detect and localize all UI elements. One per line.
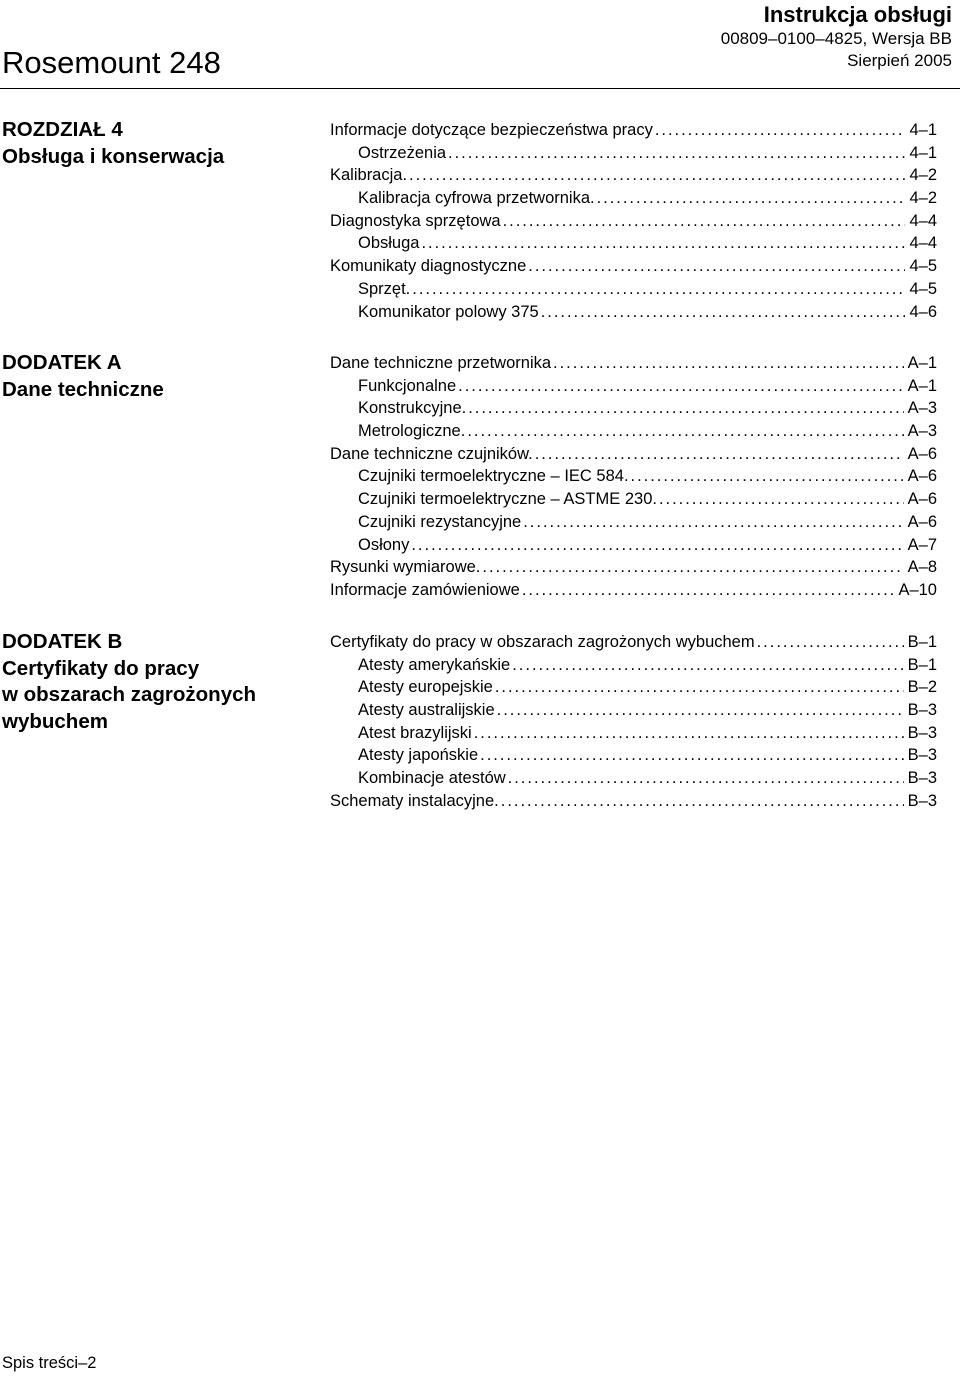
toc-entry-page: 4–2 (909, 189, 937, 208)
dot-leader (508, 767, 904, 790)
dot-leader (501, 790, 904, 813)
toc-entry-title: Informacje zamówieniowe (330, 580, 520, 599)
toc-entry-page: A–6 (907, 467, 937, 486)
toc-entry[interactable] (330, 790, 937, 813)
toc-entry-title: Diagnostyka sprzętowa (330, 211, 501, 230)
dot-leader (541, 301, 906, 324)
dot-leader (411, 534, 903, 557)
toc-entry-page: B–1 (907, 633, 937, 651)
dot-leader (512, 654, 903, 677)
toc-entry-page: B–3 (907, 701, 937, 720)
toc-entry-page: A–1 (907, 376, 937, 395)
toc-entry[interactable] (330, 579, 937, 602)
toc-entry[interactable] (330, 142, 937, 165)
toc-entry[interactable] (330, 534, 937, 557)
dot-leader (522, 579, 895, 602)
toc-entry-title: Funkcjonalne (358, 376, 457, 395)
toc-entry-page: 4–1 (909, 121, 937, 139)
toc-entry-page: 4–2 (909, 166, 937, 185)
section-heading (2, 117, 312, 170)
dot-leader (467, 420, 903, 443)
dot-leader (468, 397, 903, 420)
toc-entry-title: Dane techniczne przetwornika (330, 354, 552, 372)
dot-leader (597, 187, 906, 210)
toc-entry-page: 4–5 (909, 257, 937, 276)
section-heading-line: ROZDZIAŁ 4 (2, 118, 123, 141)
toc-entry[interactable] (330, 119, 937, 142)
dot-leader (497, 699, 904, 722)
dot-leader (553, 352, 904, 375)
header-rule (0, 88, 960, 89)
document-number: 00809–0100–4825, Wersja BB (720, 29, 952, 48)
toc-entry-page: A–3 (907, 399, 937, 418)
toc-entry[interactable] (330, 164, 937, 187)
toc-entry-title: Informacje dotyczące bezpieczeństwa pracy (330, 121, 653, 139)
toc-entry-page: A–8 (907, 558, 937, 577)
toc-entry-title: Czujniki termoelektryczne – ASTME 230. (358, 490, 657, 509)
toc-entry[interactable] (330, 556, 937, 579)
toc-entry-title: Certyfikaty do pracy w obszarach zagrożonych wybuchem (330, 633, 755, 651)
section-heading-line: w obszarach zagrożonych (2, 683, 257, 706)
toc-entry[interactable] (330, 767, 937, 790)
toc-entry[interactable] (330, 397, 937, 420)
document-info (721, 0, 952, 72)
toc-entry-page: 4–4 (909, 211, 937, 230)
toc-entry[interactable] (330, 676, 937, 699)
dot-leader (495, 676, 904, 699)
dot-leader (523, 511, 903, 534)
toc-entry-title: Atest brazylijski (358, 723, 472, 742)
toc-entry-page: 4–4 (909, 234, 937, 253)
section-heading (2, 629, 312, 735)
toc-entry[interactable] (330, 744, 937, 767)
toc-entry[interactable] (330, 722, 937, 745)
toc-entry-page: A–1 (907, 354, 937, 372)
toc-entry[interactable] (330, 699, 937, 722)
toc-entry[interactable] (330, 488, 937, 511)
toc-entry-title: Ostrzeżenia (358, 143, 447, 162)
toc-entry-title: Metrologiczne. (358, 422, 466, 441)
toc-entry-page: 4–5 (909, 279, 937, 298)
section-heading-line: DODATEK A (2, 351, 122, 374)
toc-entry[interactable] (330, 654, 937, 677)
page-footer: Spis treści–2 (2, 1354, 97, 1372)
toc-entry-page: B–3 (907, 769, 937, 788)
dot-leader (535, 443, 904, 466)
dot-leader (458, 375, 903, 398)
document-type: Instrukcja obsługi (763, 2, 952, 27)
toc-entry-title: Schematy instalacyjne. (330, 791, 499, 810)
toc-entry[interactable] (330, 278, 937, 301)
section-heading-line: wybuchem (2, 709, 108, 733)
toc-entry[interactable] (330, 443, 937, 466)
toc-entry-page: A–6 (907, 512, 937, 531)
toc-entry-list (330, 631, 937, 813)
dot-leader (412, 278, 905, 301)
dot-leader (409, 164, 905, 187)
toc-entry-title: Rysunki wymiarowe. (330, 558, 481, 577)
dot-leader (528, 255, 905, 278)
toc-entry-title: Kalibracja. (330, 166, 408, 185)
toc-entry-page: B–2 (907, 678, 937, 697)
toc-entry-title: Czujniki rezystancyjne (358, 512, 522, 531)
dot-leader (474, 722, 904, 745)
dot-leader (448, 142, 905, 165)
toc-entry-title: Konstrukcyjne. (358, 399, 467, 418)
toc-entry-title: Atesty europejskie (358, 678, 493, 697)
toc-entry[interactable] (330, 232, 937, 255)
toc-entry-list (330, 119, 937, 323)
toc-entry-page: 4–1 (909, 143, 937, 162)
dot-leader (659, 488, 904, 511)
toc-entry-title: Czujniki termoelektryczne – IEC 584. (358, 467, 629, 486)
dot-leader (482, 556, 903, 579)
section-heading (2, 350, 312, 403)
dot-leader (757, 631, 904, 654)
toc-entry-list (330, 352, 937, 602)
section-heading-line: DODATEK B (2, 630, 123, 653)
toc-entry-title: Atesty japońskie (358, 746, 479, 765)
section-heading-line: Obsługa i konserwacja (2, 144, 225, 168)
toc-entry[interactable] (330, 255, 937, 278)
toc-entry-page: A–3 (907, 422, 937, 441)
section-heading-line: Dane techniczne (2, 377, 164, 401)
toc-entry-page: B–3 (907, 746, 937, 765)
toc-entry[interactable] (330, 375, 937, 398)
toc-entry-title: Osłony (358, 535, 410, 554)
toc-entry[interactable] (330, 210, 937, 233)
document-date: Sierpień 2005 (847, 51, 952, 70)
toc-entry-page: B–3 (907, 723, 937, 742)
toc-entry[interactable] (330, 420, 937, 443)
toc-entry-title: Kombinacje atestów (358, 769, 506, 788)
toc-entry-title: Komunikator polowy 375 (358, 302, 539, 321)
product-title: Rosemount 248 (2, 45, 221, 80)
dot-leader (480, 744, 903, 767)
toc-entry-page: 4–6 (909, 302, 937, 321)
toc-entry-title: Dane techniczne czujników. (330, 444, 533, 463)
toc-entry-title: Obsługa (358, 234, 420, 253)
dot-leader (655, 119, 906, 142)
toc-entry[interactable] (330, 631, 937, 654)
toc-entry-page: A–7 (907, 535, 937, 554)
toc-entry[interactable] (330, 511, 937, 534)
toc-entry-page: A–6 (907, 444, 937, 463)
toc-entry-page: B–3 (907, 791, 937, 810)
toc-entry[interactable] (330, 301, 937, 324)
toc-entry[interactable] (330, 187, 937, 210)
section-heading-line: Certyfikaty do pracy (2, 656, 200, 680)
toc-entry-title: Atesty australijskie (358, 701, 495, 720)
dot-leader (631, 465, 904, 488)
toc-entry-page: A–10 (898, 580, 937, 599)
dot-leader (421, 232, 905, 255)
toc-entry[interactable] (330, 465, 937, 488)
toc-entry-title: Komunikaty diagnostyczne (330, 257, 527, 276)
toc-entry[interactable] (330, 352, 937, 375)
toc-entry-title: Atesty amerykańskie (358, 655, 511, 674)
toc-entry-page: A–6 (907, 490, 937, 509)
toc-entry-title: Sprzęt. (358, 279, 411, 298)
dot-leader (503, 210, 906, 233)
toc-entry-title: Kalibracja cyfrowa przetwornika. (358, 189, 595, 208)
toc-entry-page: B–1 (907, 655, 937, 674)
